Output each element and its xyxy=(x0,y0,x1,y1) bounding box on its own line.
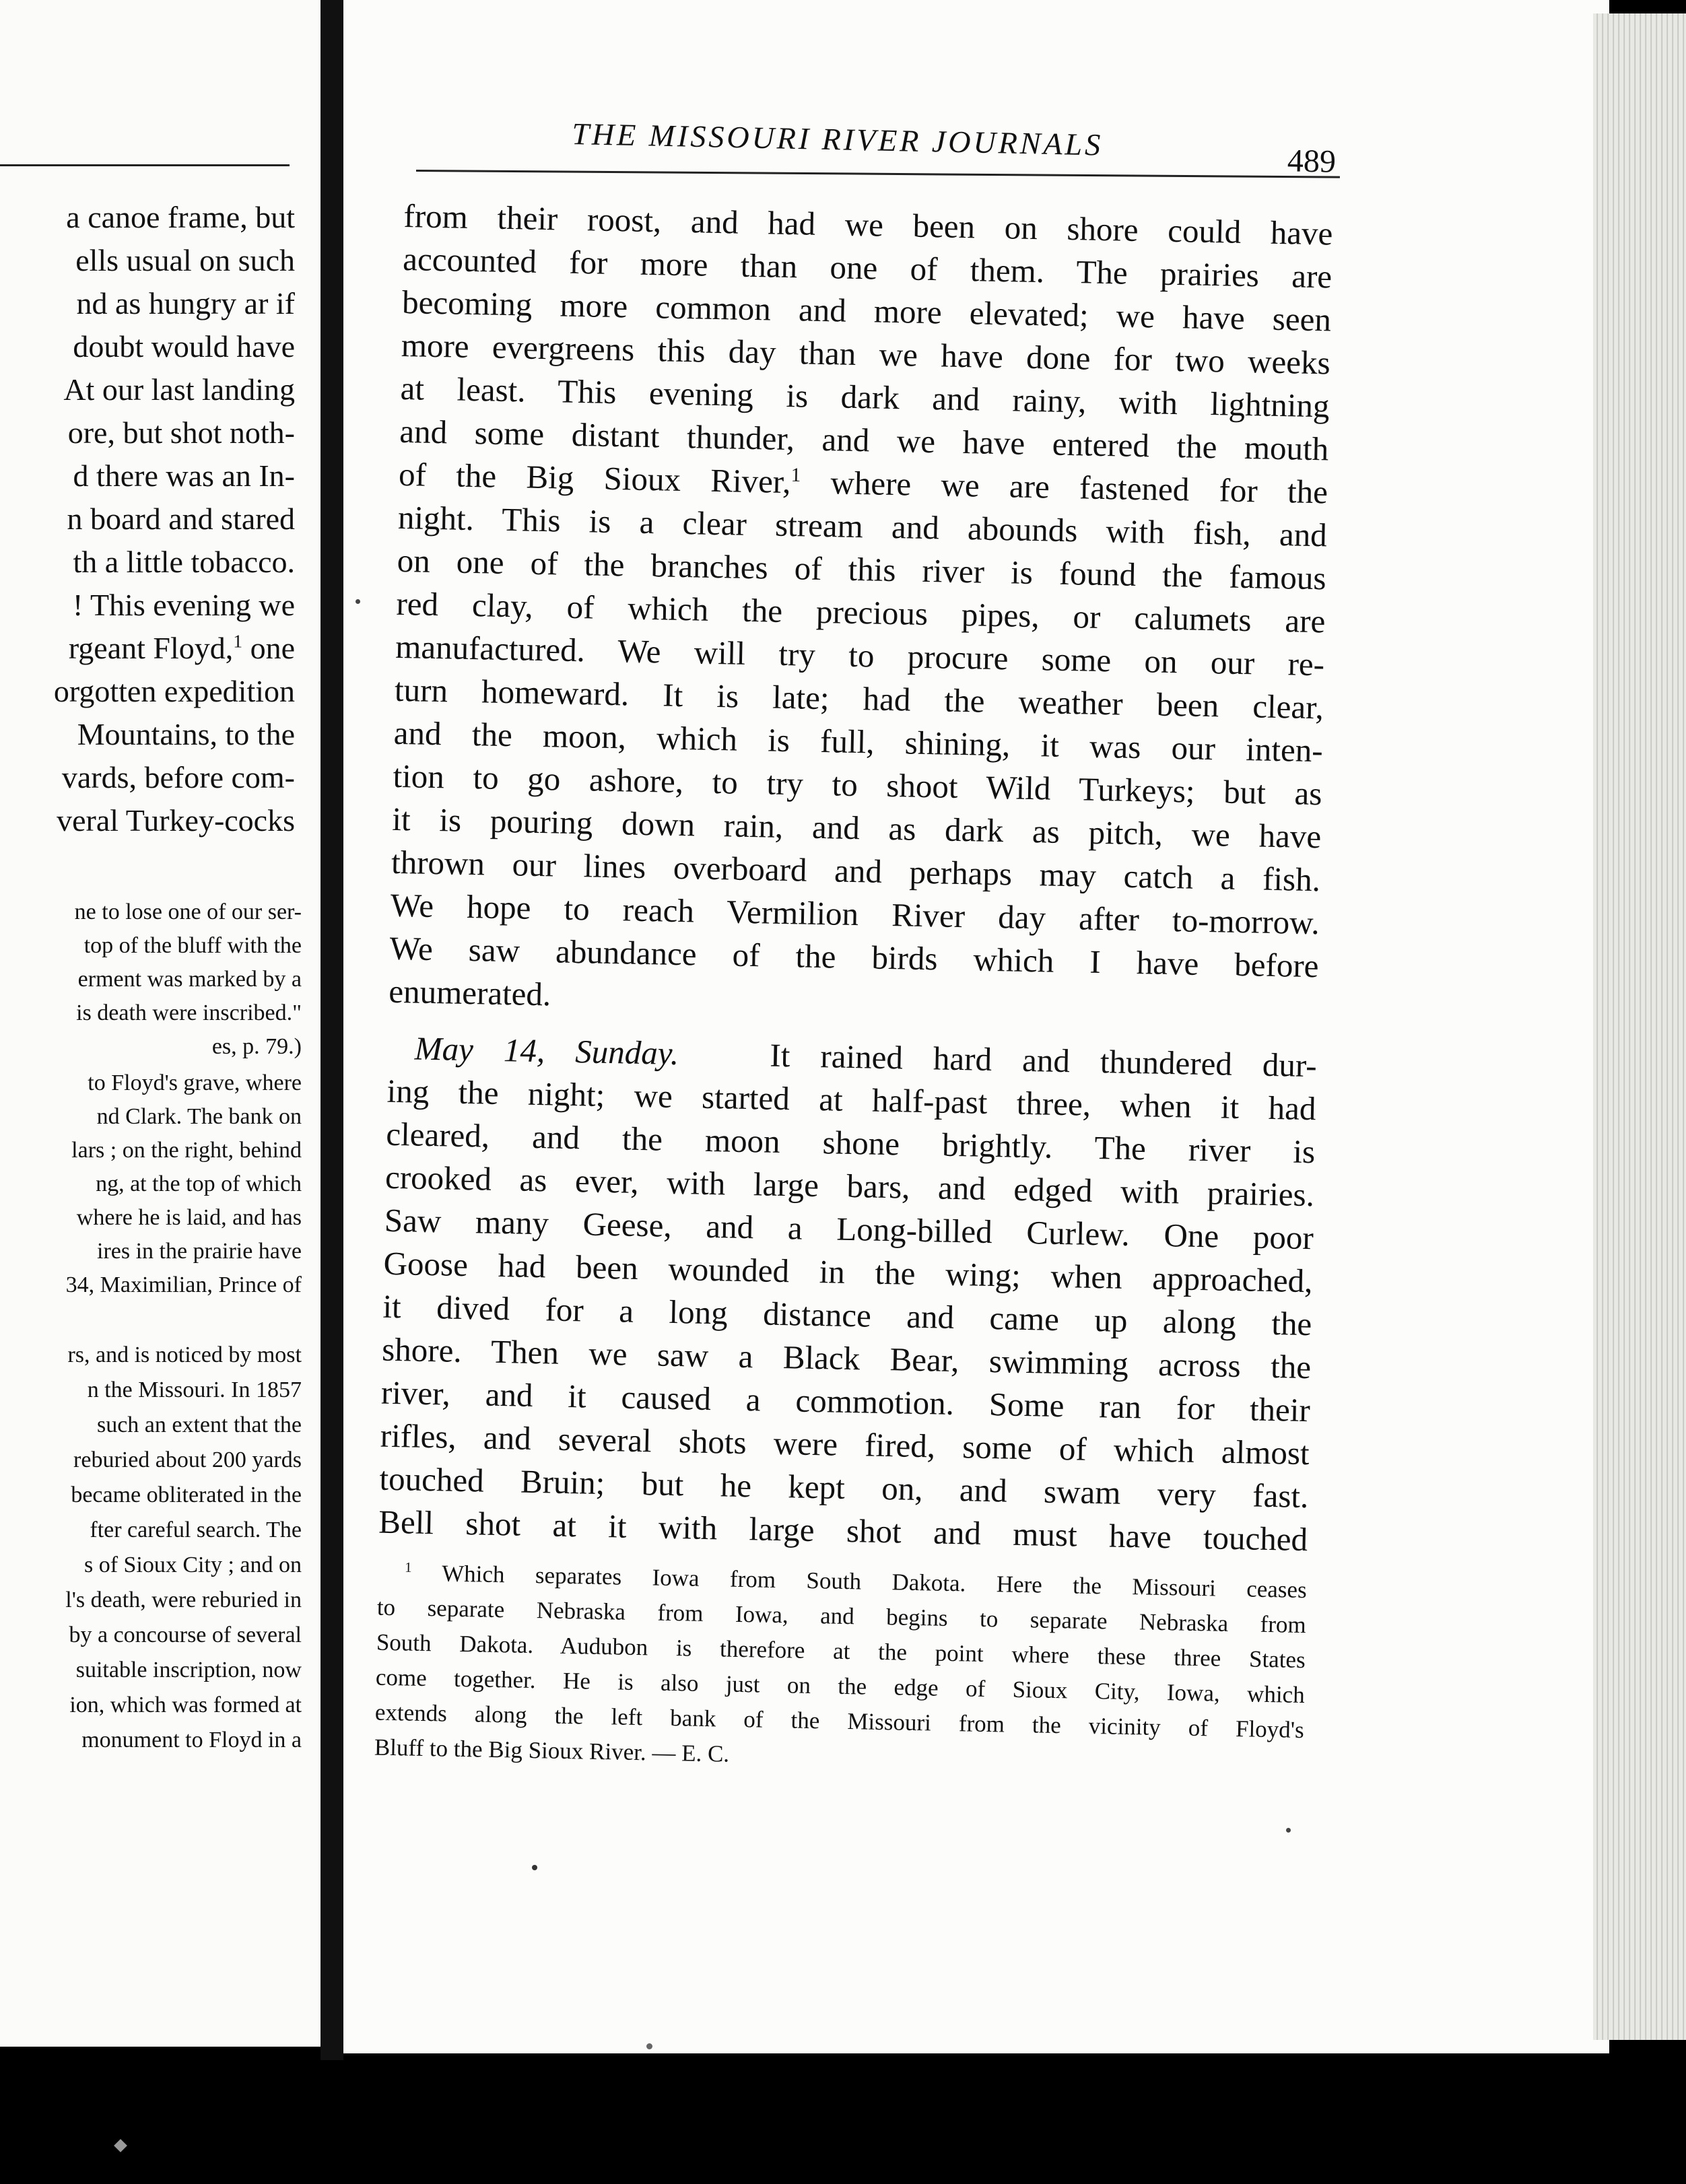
body-line: tion to go ashore, to try to shoot Wild Turkeys; but as xyxy=(393,757,1322,813)
body-line: crooked as ever, with large bars, and edged with prairies. xyxy=(384,1158,1315,1214)
body-line: accounted for more than one of them. The prairies are xyxy=(402,240,1333,296)
left-body-line: nd as hungry ar if xyxy=(76,286,295,320)
left-footnote-line: rs, and is noticed by most xyxy=(67,1342,302,1367)
footnote-line: to separate Nebraska from Iowa, and begins to separate Nebraska from xyxy=(376,1594,1307,1639)
left-body-line: a canoe frame, but xyxy=(66,200,295,234)
left-body-line: veral Turkey-cocks xyxy=(57,803,295,838)
left-body-line: doubt would have xyxy=(73,329,295,364)
left-body-line: ells usual on such xyxy=(75,243,295,277)
body-line: and some distant thunder, and we have entered the mouth xyxy=(399,412,1329,468)
left-body-line: ! This evening we xyxy=(72,588,295,622)
footnote-first-line xyxy=(405,1561,1307,1602)
left-body-line: vards, before com- xyxy=(61,760,295,794)
left-footnote-line: l's death, were reburied in xyxy=(65,1588,302,1612)
body-line: more evergreens this day than we have done for two weeks xyxy=(401,326,1331,382)
body-line: Saw many Geese, and a Long-billed Curlew. One poor xyxy=(384,1201,1314,1257)
entry-may14-first-line xyxy=(414,1029,1318,1085)
left-body-line: orgotten expedition xyxy=(53,674,295,708)
left-footnote-line: monument to Floyd in a xyxy=(81,1728,302,1752)
footnote-line: South Dakota. Audubon is therefore at the point where these three States xyxy=(376,1629,1306,1674)
body-line: it dived for a long distance and came up along the xyxy=(382,1287,1312,1343)
left-body-line: d there was an In- xyxy=(73,458,295,493)
left-footnote-line: ng, at the top of which xyxy=(96,1171,302,1196)
left-footnote-line: erment was marked by a xyxy=(77,967,302,992)
left-body-line: ore, but shot noth- xyxy=(67,415,295,450)
body-text: where we are fastened for the xyxy=(800,463,1328,511)
body-line: We saw abundance of the birds which I have before xyxy=(389,929,1319,985)
body-line: ing the night; we started at half-past three, when it had xyxy=(386,1072,1316,1128)
body-line: thrown our lines overboard and perhaps may catch a fish. xyxy=(391,843,1321,899)
left-footnote-line: n the Missouri. In 1857 xyxy=(87,1377,302,1402)
body-line: touched Bruin; but he kept on, and swam very fast. xyxy=(379,1460,1309,1515)
footnote-marker: 1 xyxy=(404,1559,412,1575)
body-line: and the moon, which is full, shining, it was our inten- xyxy=(393,714,1324,770)
left-footnote-line: reburied about 200 yards xyxy=(73,1447,302,1472)
left-body-line: At our last landing xyxy=(63,372,295,407)
left-footnote-line: where he is laid, and has xyxy=(76,1205,302,1230)
body-line: night. This is a clear stream and abounds with fish, and xyxy=(397,498,1328,554)
footnote-text: Which separates Iowa from South Dakota. Here the Missouri ceases xyxy=(411,1559,1308,1604)
print-speck xyxy=(532,1865,537,1870)
body-text: It rained hard and thundered dur- xyxy=(769,1036,1318,1085)
body-line: enumerated. xyxy=(388,972,551,1013)
left-footnote-line: top of the bluff with the xyxy=(83,933,302,958)
left-footnote-line: nd Clark. The bank on xyxy=(96,1104,302,1129)
left-footnote-line: is death were inscribed." xyxy=(76,1000,302,1025)
print-speck xyxy=(1286,1828,1291,1833)
left-footnote-line: s of Sioux City ; and on xyxy=(83,1552,302,1577)
left-footnote-line: suitable inscription, now xyxy=(75,1658,302,1682)
footnote-marker: 1 xyxy=(233,630,243,652)
body-line: Bell shot at it with large shot and must have touched xyxy=(378,1503,1308,1559)
left-footnote-line: became obliterated in the xyxy=(71,1482,302,1507)
left-footnote-line: ion, which was formed at xyxy=(69,1693,302,1717)
left-body-text: rgeant Floyd, xyxy=(68,631,234,665)
left-body-text: one xyxy=(242,631,295,665)
left-footnote-line: lars ; on the right, behind xyxy=(71,1138,302,1163)
body-line: at least. This evening is dark and rainy, with lightning xyxy=(400,369,1330,425)
body-line: river, and it caused a commotion. Some ran for their xyxy=(380,1373,1311,1429)
footnote-line: come together. He is also just on the edge of Sioux City, Iowa, which xyxy=(375,1664,1306,1709)
print-speck xyxy=(646,2043,652,2049)
body-line: on one of the branches of this river is found the famous xyxy=(397,541,1327,597)
body-line: We hope to reach Vermilion River day after to-morrow. xyxy=(390,886,1320,942)
body-line: manufactured. We will try to procure some on our re- xyxy=(395,627,1325,683)
entry-date: May 14, Sunday. xyxy=(414,1029,679,1072)
footnote-marker: 1 xyxy=(790,464,801,487)
left-footnote-line: es, p. 79.) xyxy=(211,1034,302,1059)
left-footnote-line: fter careful search. The xyxy=(90,1517,302,1542)
body-line: Goose had been wounded in the wing; when approached, xyxy=(383,1244,1314,1300)
body-line: rifles, and several shots were fired, some of which almost xyxy=(380,1417,1310,1472)
body-line: red clay, of which the precious pipes, or calumets are xyxy=(396,584,1326,640)
running-head: THE MISSOURI RIVER JOURNALS xyxy=(571,116,1104,162)
left-footnote-line: 34, Maximilian, Prince of xyxy=(65,1272,302,1297)
body-line: turn homeward. It is late; had the weather been clear, xyxy=(394,671,1324,726)
body-line: cleared, and the moon shone brightly. The river is xyxy=(385,1115,1316,1171)
print-speck xyxy=(356,599,360,604)
body-line: shore. Then we saw a Black Bear, swimming across the xyxy=(381,1330,1312,1386)
left-footnote-line: ires in the prairie have xyxy=(97,1239,302,1264)
left-footnote-line: such an extent that the xyxy=(96,1412,302,1437)
body-line: it is pouring down rain, and as dark as pitch, we have xyxy=(391,800,1322,856)
footnote-line: Bluff to the Big Sioux River. — E. C. xyxy=(374,1734,730,1767)
body-line: becoming more common and more elevated; we have seen xyxy=(401,283,1332,339)
body-line: from their roost, and had we been on shore could have xyxy=(403,197,1333,252)
left-footnote-line: ne to lose one of our ser- xyxy=(74,899,302,924)
body-text: of the Big Sioux River, xyxy=(398,455,792,501)
footnote-line: extends along the left bank of the Missouri from the vicinity of Floyd's xyxy=(374,1699,1305,1744)
left-body-line: n board and stared xyxy=(67,502,295,536)
left-body-line: Mountains, to the xyxy=(77,717,295,751)
page-number: 489 xyxy=(1287,143,1337,180)
left-body-line: th a little tobacco. xyxy=(73,545,295,579)
left-footnote-line: by a concourse of several xyxy=(69,1623,302,1647)
left-footnote-line: to Floyd's grave, where xyxy=(88,1070,302,1095)
